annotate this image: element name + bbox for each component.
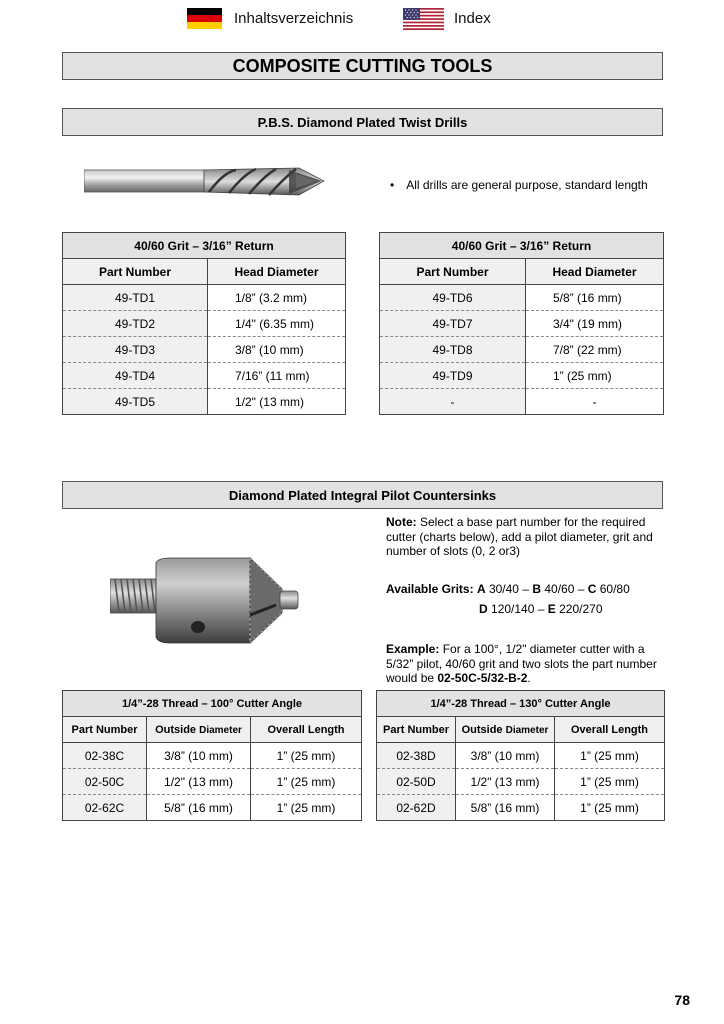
grit-code: D — [479, 602, 488, 616]
column-header-part-number: Part Number — [377, 717, 456, 743]
part-number-cell: - — [380, 389, 526, 415]
us-flag-icon[interactable] — [403, 8, 444, 30]
grit-value: 120/140 — [491, 602, 535, 616]
outside-diameter-cell: 5/8” (16 mm) — [456, 795, 555, 821]
bullet-list — [390, 178, 648, 192]
overall-length-cell: 1” (25 mm) — [251, 769, 362, 795]
german-flag-icon[interactable] — [187, 8, 222, 29]
example-part-number: 02-50C-5/32-B-2 — [437, 671, 528, 685]
table-row — [380, 363, 664, 389]
part-number-cell: 49-TD5 — [63, 389, 208, 415]
overall-length-cell: 1” (25 mm) — [555, 769, 665, 795]
column-header-overall-length: Overall Length — [251, 717, 362, 743]
table-row — [380, 285, 664, 311]
part-number-cell: 02-38C — [63, 743, 147, 769]
twist-drills-table-right — [379, 232, 664, 415]
countersinks-table-left — [62, 690, 362, 821]
countersinks-table-right — [376, 690, 665, 821]
example-label: Example: — [386, 642, 440, 656]
table-row — [63, 795, 362, 821]
column-header-outside-diameter — [147, 717, 251, 743]
table-caption: 1/4”-28 Thread – 100° Cutter Angle — [63, 691, 362, 717]
header-word: Outside — [461, 723, 503, 736]
table-caption: 40/60 Grit – 3/16” Return — [380, 233, 664, 259]
part-number-cell: 49-TD7 — [380, 311, 526, 337]
column-header-part-number: Part Number — [63, 717, 147, 743]
table-row — [63, 311, 346, 337]
overall-length-cell: 1” (25 mm) — [251, 743, 362, 769]
column-header-overall-length: Overall Length — [555, 717, 665, 743]
bullet-marker: • — [390, 178, 395, 192]
part-number-cell: 49-TD2 — [63, 311, 208, 337]
grit-code: B — [532, 582, 541, 596]
note-block — [386, 515, 664, 559]
table-row — [380, 311, 664, 337]
grit-value: 220/270 — [559, 602, 603, 616]
head-diameter-cell: 7/8” (22 mm) — [526, 337, 664, 363]
bullet-text: All drills are general purpose, standard length — [406, 178, 648, 192]
note-label: Note: — [386, 515, 417, 529]
contents-link[interactable]: Inhaltsverzeichnis — [234, 10, 354, 27]
column-header-head-diameter: Head Diameter — [208, 259, 346, 285]
note-text: Select a base part number for the required cutter (charts below), add a pilot diameter, grit and number of slots (0, 2 or3) — [386, 515, 653, 558]
overall-length-cell: 1” (25 mm) — [555, 795, 665, 821]
twist-drills-table-left — [62, 232, 346, 415]
outside-diameter-cell: 1/2" (13 mm) — [147, 769, 251, 795]
table-caption: 40/60 Grit – 3/16” Return — [63, 233, 346, 259]
table-row — [63, 769, 362, 795]
head-diameter-cell: 1/2" (13 mm) — [208, 389, 346, 415]
example-end: . — [527, 671, 531, 685]
head-diameter-cell: 1” (25 mm) — [526, 363, 664, 389]
part-number-cell: 49-TD3 — [63, 337, 208, 363]
header-word-small: Diameter — [199, 724, 242, 736]
table-caption: 1/4”-28 Thread – 130° Cutter Angle — [377, 691, 665, 717]
overall-length-cell: 1” (25 mm) — [555, 743, 665, 769]
table-row — [377, 795, 665, 821]
grits-label: Available Grits: — [386, 582, 474, 596]
grit-code: C — [587, 582, 597, 596]
example-block — [386, 642, 662, 686]
countersink-image — [110, 555, 302, 647]
part-number-cell: 49-TD9 — [380, 363, 526, 389]
head-diameter-cell: 1/4" (6.35 mm) — [208, 311, 346, 337]
table-row — [377, 743, 665, 769]
head-diameter-cell: 5/8” (16 mm) — [526, 285, 664, 311]
outside-diameter-cell: 3/8” (10 mm) — [456, 743, 555, 769]
grit-value: 60/80 — [599, 582, 630, 596]
grit-value: 40/60 — [544, 582, 575, 596]
outside-diameter-cell: 3/8” (10 mm) — [147, 743, 251, 769]
grit-code: E — [547, 602, 556, 616]
example-text: For a 100°, 1/2" diameter cutter with a 5/32” pilot, 40/60 grit and two slots the part number would be — [386, 642, 657, 685]
grit-value: 30/40 — [488, 582, 519, 596]
head-diameter-cell: 3/8” (10 mm) — [208, 337, 346, 363]
part-number-cell: 49-TD6 — [380, 285, 526, 311]
part-number-cell: 02-50D — [377, 769, 456, 795]
part-number-cell: 49-TD4 — [63, 363, 208, 389]
outside-diameter-cell: 1/2" (13 mm) — [456, 769, 555, 795]
part-number-cell: 02-62C — [63, 795, 147, 821]
table-row — [63, 337, 346, 363]
header-word: Outside — [155, 723, 197, 736]
head-diameter-cell: - — [526, 389, 664, 415]
column-header-head-diameter: Head Diameter — [526, 259, 664, 285]
outside-diameter-cell: 5/8” (16 mm) — [147, 795, 251, 821]
column-header-outside-diameter — [456, 717, 555, 743]
part-number-cell: 02-50C — [63, 769, 147, 795]
table-row — [63, 743, 362, 769]
table-row — [63, 285, 346, 311]
head-diameter-cell: 3/4" (19 mm) — [526, 311, 664, 337]
page-number: 78 — [674, 992, 690, 1008]
table-row — [377, 769, 665, 795]
table-row — [63, 389, 346, 415]
column-header-part-number: Part Number — [380, 259, 526, 285]
table-row — [63, 363, 346, 389]
grit-code: A — [476, 582, 486, 596]
column-header-part-number: Part Number — [63, 259, 208, 285]
part-number-cell: 02-62D — [377, 795, 456, 821]
overall-length-cell: 1” (25 mm) — [251, 795, 362, 821]
part-number-cell: 49-TD8 — [380, 337, 526, 363]
page-title: COMPOSITE CUTTING TOOLS — [62, 52, 663, 80]
header-word-small: Diameter — [505, 724, 549, 736]
part-number-cell: 02-38D — [377, 743, 456, 769]
table-row — [380, 337, 664, 363]
head-diameter-cell: 1/8” (3.2 mm) — [208, 285, 346, 311]
part-number-cell: 49-TD1 — [63, 285, 208, 311]
grits-block-line2: D 120/140 – E 220/270 — [479, 602, 603, 616]
head-diameter-cell: 7/16” (11 mm) — [208, 363, 346, 389]
twist-drill-image — [84, 162, 326, 202]
section-title-countersinks: Diamond Plated Integral Pilot Countersinks — [62, 481, 663, 509]
grits-block: Available Grits: A 30/40 – B 40/60 – C 60/80 — [386, 582, 630, 596]
table-row — [380, 389, 664, 415]
section-title-twist-drills: P.B.S. Diamond Plated Twist Drills — [62, 108, 663, 136]
index-link[interactable]: Index — [454, 10, 491, 27]
